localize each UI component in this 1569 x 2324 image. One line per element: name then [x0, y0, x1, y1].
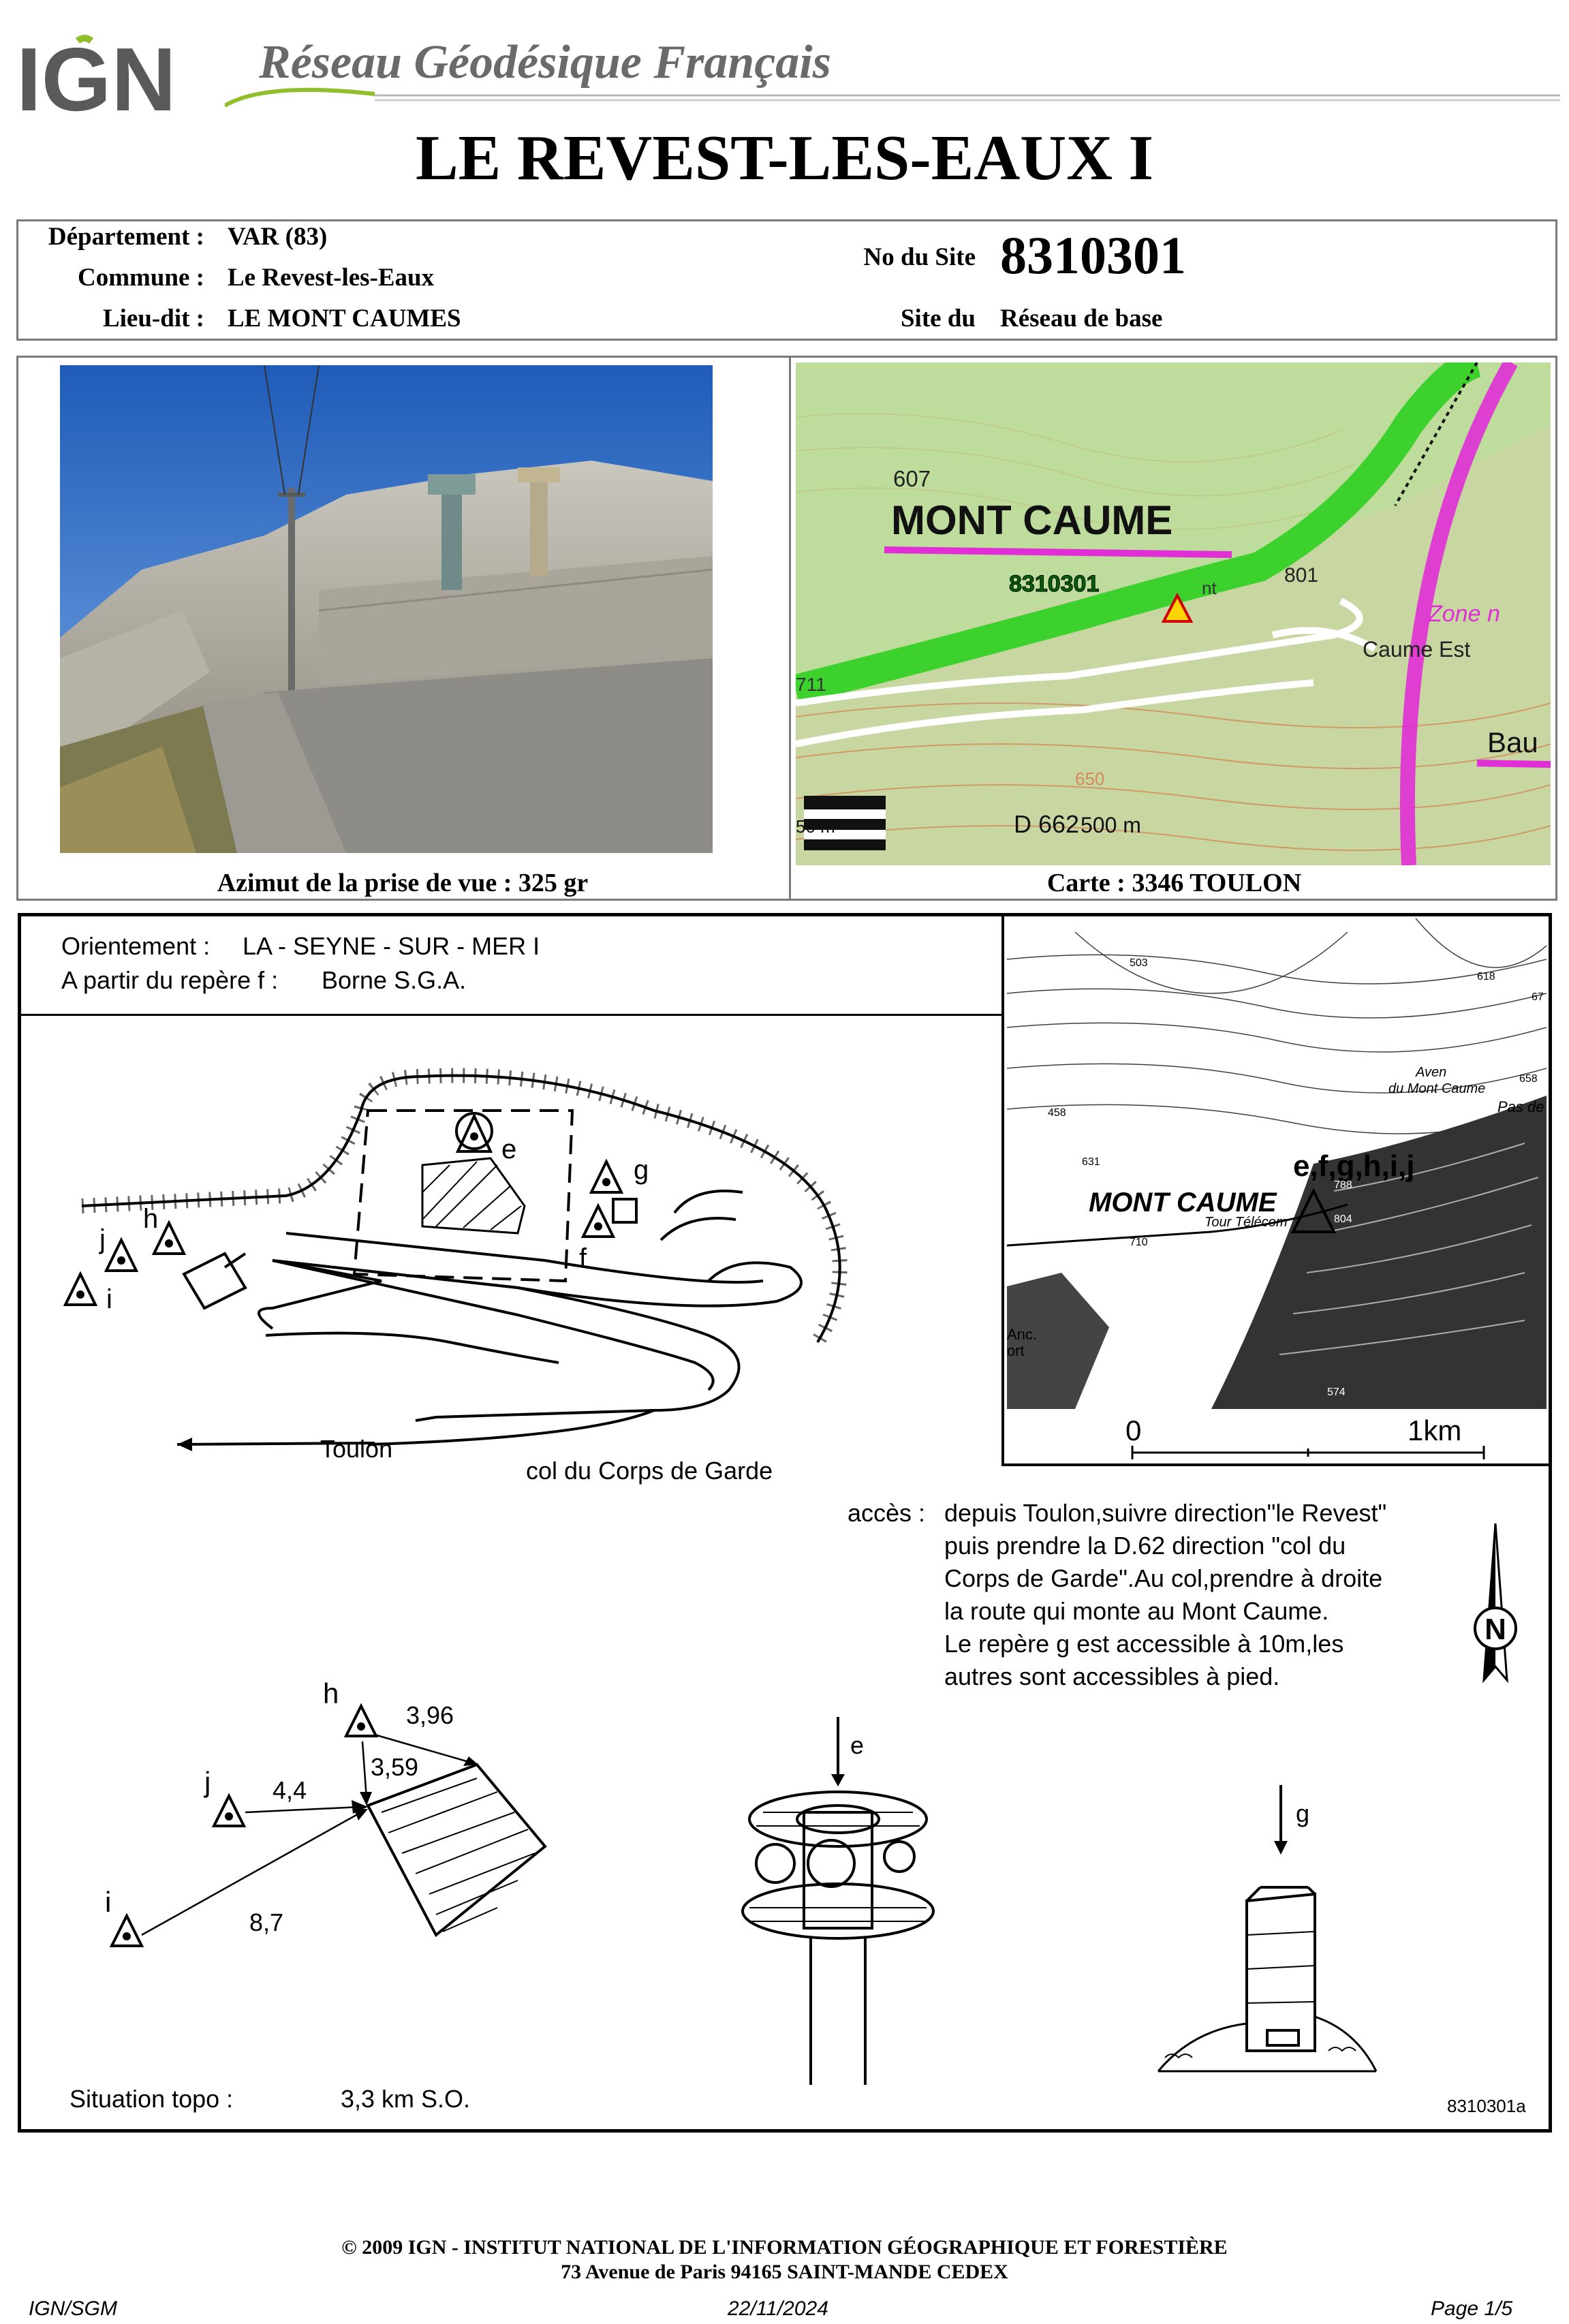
lieudit-label: Lieu-dit :	[102, 305, 204, 332]
topo-804: 804	[1334, 1213, 1352, 1225]
distance-sketch	[95, 1676, 572, 1976]
topo-574: 574	[1327, 1386, 1346, 1398]
repere-label: A partir du repère f :	[61, 966, 279, 994]
dist-i: 8,7	[249, 1908, 284, 1936]
logo-text: IGN	[16, 34, 176, 123]
mark-g: g	[634, 1155, 649, 1185]
footer-page: Page 1/5	[1431, 2297, 1513, 2320]
footer-address: 73 Avenue de Paris 94165 SAINT-MANDE CEDEX	[561, 2261, 1008, 2283]
site-sketch	[41, 1056, 981, 1478]
dist-mark-i: i	[105, 1886, 112, 1918]
pillar-g-label: g	[1296, 1799, 1310, 1827]
topo-map-bottom-border	[1001, 1463, 1552, 1466]
topo-618: 618	[1477, 971, 1495, 982]
topo-pas: Pas de	[1497, 1098, 1544, 1115]
departement-label: Département :	[48, 223, 204, 251]
dist-h-top: 3,96	[406, 1701, 454, 1729]
map-label-mont-caume: MONT CAUME	[891, 497, 1173, 543]
footer-date: 22/11/2024	[728, 2297, 828, 2320]
topo-marks-label: e,f,g,h,i,j	[1293, 1149, 1415, 1183]
dist-mark-h: h	[323, 1677, 339, 1709]
map-label-607: 607	[893, 466, 931, 491]
map-label-bau: Bau	[1487, 726, 1538, 758]
departement-value: VAR (83)	[228, 223, 328, 251]
access-line-6: autres sont accessibles à pied.	[944, 1662, 1280, 1690]
subtitle-swoosh	[225, 68, 1567, 109]
topo-aven: Aven	[1416, 1065, 1447, 1080]
topo-scale-zero: 0	[1125, 1414, 1142, 1446]
dist-h-down: 3,59	[371, 1753, 419, 1781]
topo-503: 503	[1130, 957, 1148, 969]
map-caption: Carte : 3346 TOULON	[1046, 869, 1302, 897]
map-label-scale: 500 m	[1081, 813, 1141, 837]
site-map	[796, 362, 1551, 865]
mark-h: h	[143, 1204, 159, 1234]
site-du-value: Réseau de base	[1000, 305, 1163, 332]
map-label-site: 8310301	[1009, 571, 1100, 597]
map-label-scale-left: 50 m	[796, 816, 835, 837]
site-photo	[60, 365, 713, 853]
access-line-3: Corps de Garde".Au col,prendre à droite	[944, 1564, 1383, 1592]
access-line-4: la route qui monte au Mont Caume.	[944, 1597, 1329, 1625]
site-du-label: Site du	[900, 305, 976, 332]
orientement-label: Orientement :	[61, 932, 211, 960]
tower-e-drawing	[736, 1717, 940, 2085]
topo-458: 458	[1048, 1107, 1066, 1119]
topo-710: 710	[1130, 1237, 1148, 1248]
toulon-label: Toulon	[320, 1435, 393, 1463]
mark-i: i	[106, 1284, 112, 1314]
access-line-5: Le repère g est accessible à 10m,les	[944, 1630, 1344, 1658]
topo-631: 631	[1082, 1156, 1100, 1168]
commune-value: Le Revest-les-Eaux	[228, 264, 435, 292]
footer-left: IGN/SGM	[29, 2297, 118, 2320]
ign-logo	[15, 34, 185, 123]
map-label-road: D 662	[1014, 810, 1080, 838]
site-number-label: No du Site	[863, 243, 976, 271]
mark-f: f	[579, 1243, 587, 1273]
pillar-g-drawing	[1151, 1785, 1383, 2092]
map-label-caume-est: Caume Est	[1363, 637, 1471, 662]
map-label-zone: Zone n	[1428, 601, 1500, 627]
repere-value: Borne S.G.A.	[322, 966, 467, 994]
north-arrow-icon	[1465, 1523, 1526, 1694]
page-title: LE REVEST-LES-EAUX I	[415, 123, 1154, 193]
access-line-2: puis prendre la D.62 direction "col du	[944, 1532, 1346, 1560]
topo-map-left-border	[1001, 913, 1004, 1466]
topo-658: 658	[1519, 1073, 1538, 1085]
topo-map	[1007, 918, 1547, 1409]
situation-value: 3,3 km S.O.	[341, 2085, 471, 2113]
topo-788: 788	[1334, 1179, 1352, 1191]
lieudit-value: LE MONT CAUMES	[228, 305, 461, 332]
topo-ort: ort	[1007, 1342, 1025, 1359]
topo-anc: Anc.	[1007, 1326, 1038, 1343]
map-label-801: 801	[1284, 564, 1319, 587]
map-label-711: 711	[796, 674, 826, 695]
topo-aven2: du Mont Caume	[1388, 1081, 1486, 1096]
commune-label: Commune :	[77, 264, 204, 292]
map-label-nt: nt	[1202, 578, 1217, 598]
topo-scale-km: 1km	[1408, 1414, 1462, 1446]
col-label: col du Corps de Garde	[526, 1457, 773, 1485]
photo-caption: Azimut de la prise de vue : 325 gr	[217, 869, 589, 897]
mark-e: e	[501, 1134, 517, 1164]
photo-map-divider	[789, 356, 791, 901]
topo-67: 67	[1532, 991, 1544, 1003]
dist-j: 4,4	[273, 1776, 307, 1804]
situation-label: Situation topo :	[69, 2085, 234, 2113]
tower-e-label: e	[850, 1731, 865, 1759]
map-label-650: 650	[1075, 769, 1105, 789]
topo-tour: Tour Télécom	[1205, 1215, 1288, 1230]
topo-scale-bar	[1131, 1446, 1485, 1459]
access-line-1: depuis Toulon,suivre direction"le Revest"	[944, 1499, 1387, 1527]
sketch-reference: 8310301a	[1447, 2096, 1526, 2116]
footer-copyright: © 2009 IGN - INSTITUT NATIONAL DE L'INFORMATION GÉOGRAPHIQUE ET FORESTIÈRE	[341, 2236, 1228, 2259]
dist-mark-j: j	[204, 1766, 211, 1798]
north-label: N	[1485, 1613, 1506, 1646]
topo-mont-caume: MONT CAUME	[1089, 1188, 1277, 1218]
mark-j: j	[99, 1224, 106, 1254]
orientement-value: LA - SEYNE - SUR - MER I	[243, 932, 540, 960]
access-prefix: accès :	[848, 1499, 926, 1527]
site-number-value: 8310301	[1000, 226, 1186, 285]
orientement-separator	[20, 1014, 1003, 1016]
network-subtitle: Réseau Géodésique Français	[259, 36, 831, 89]
